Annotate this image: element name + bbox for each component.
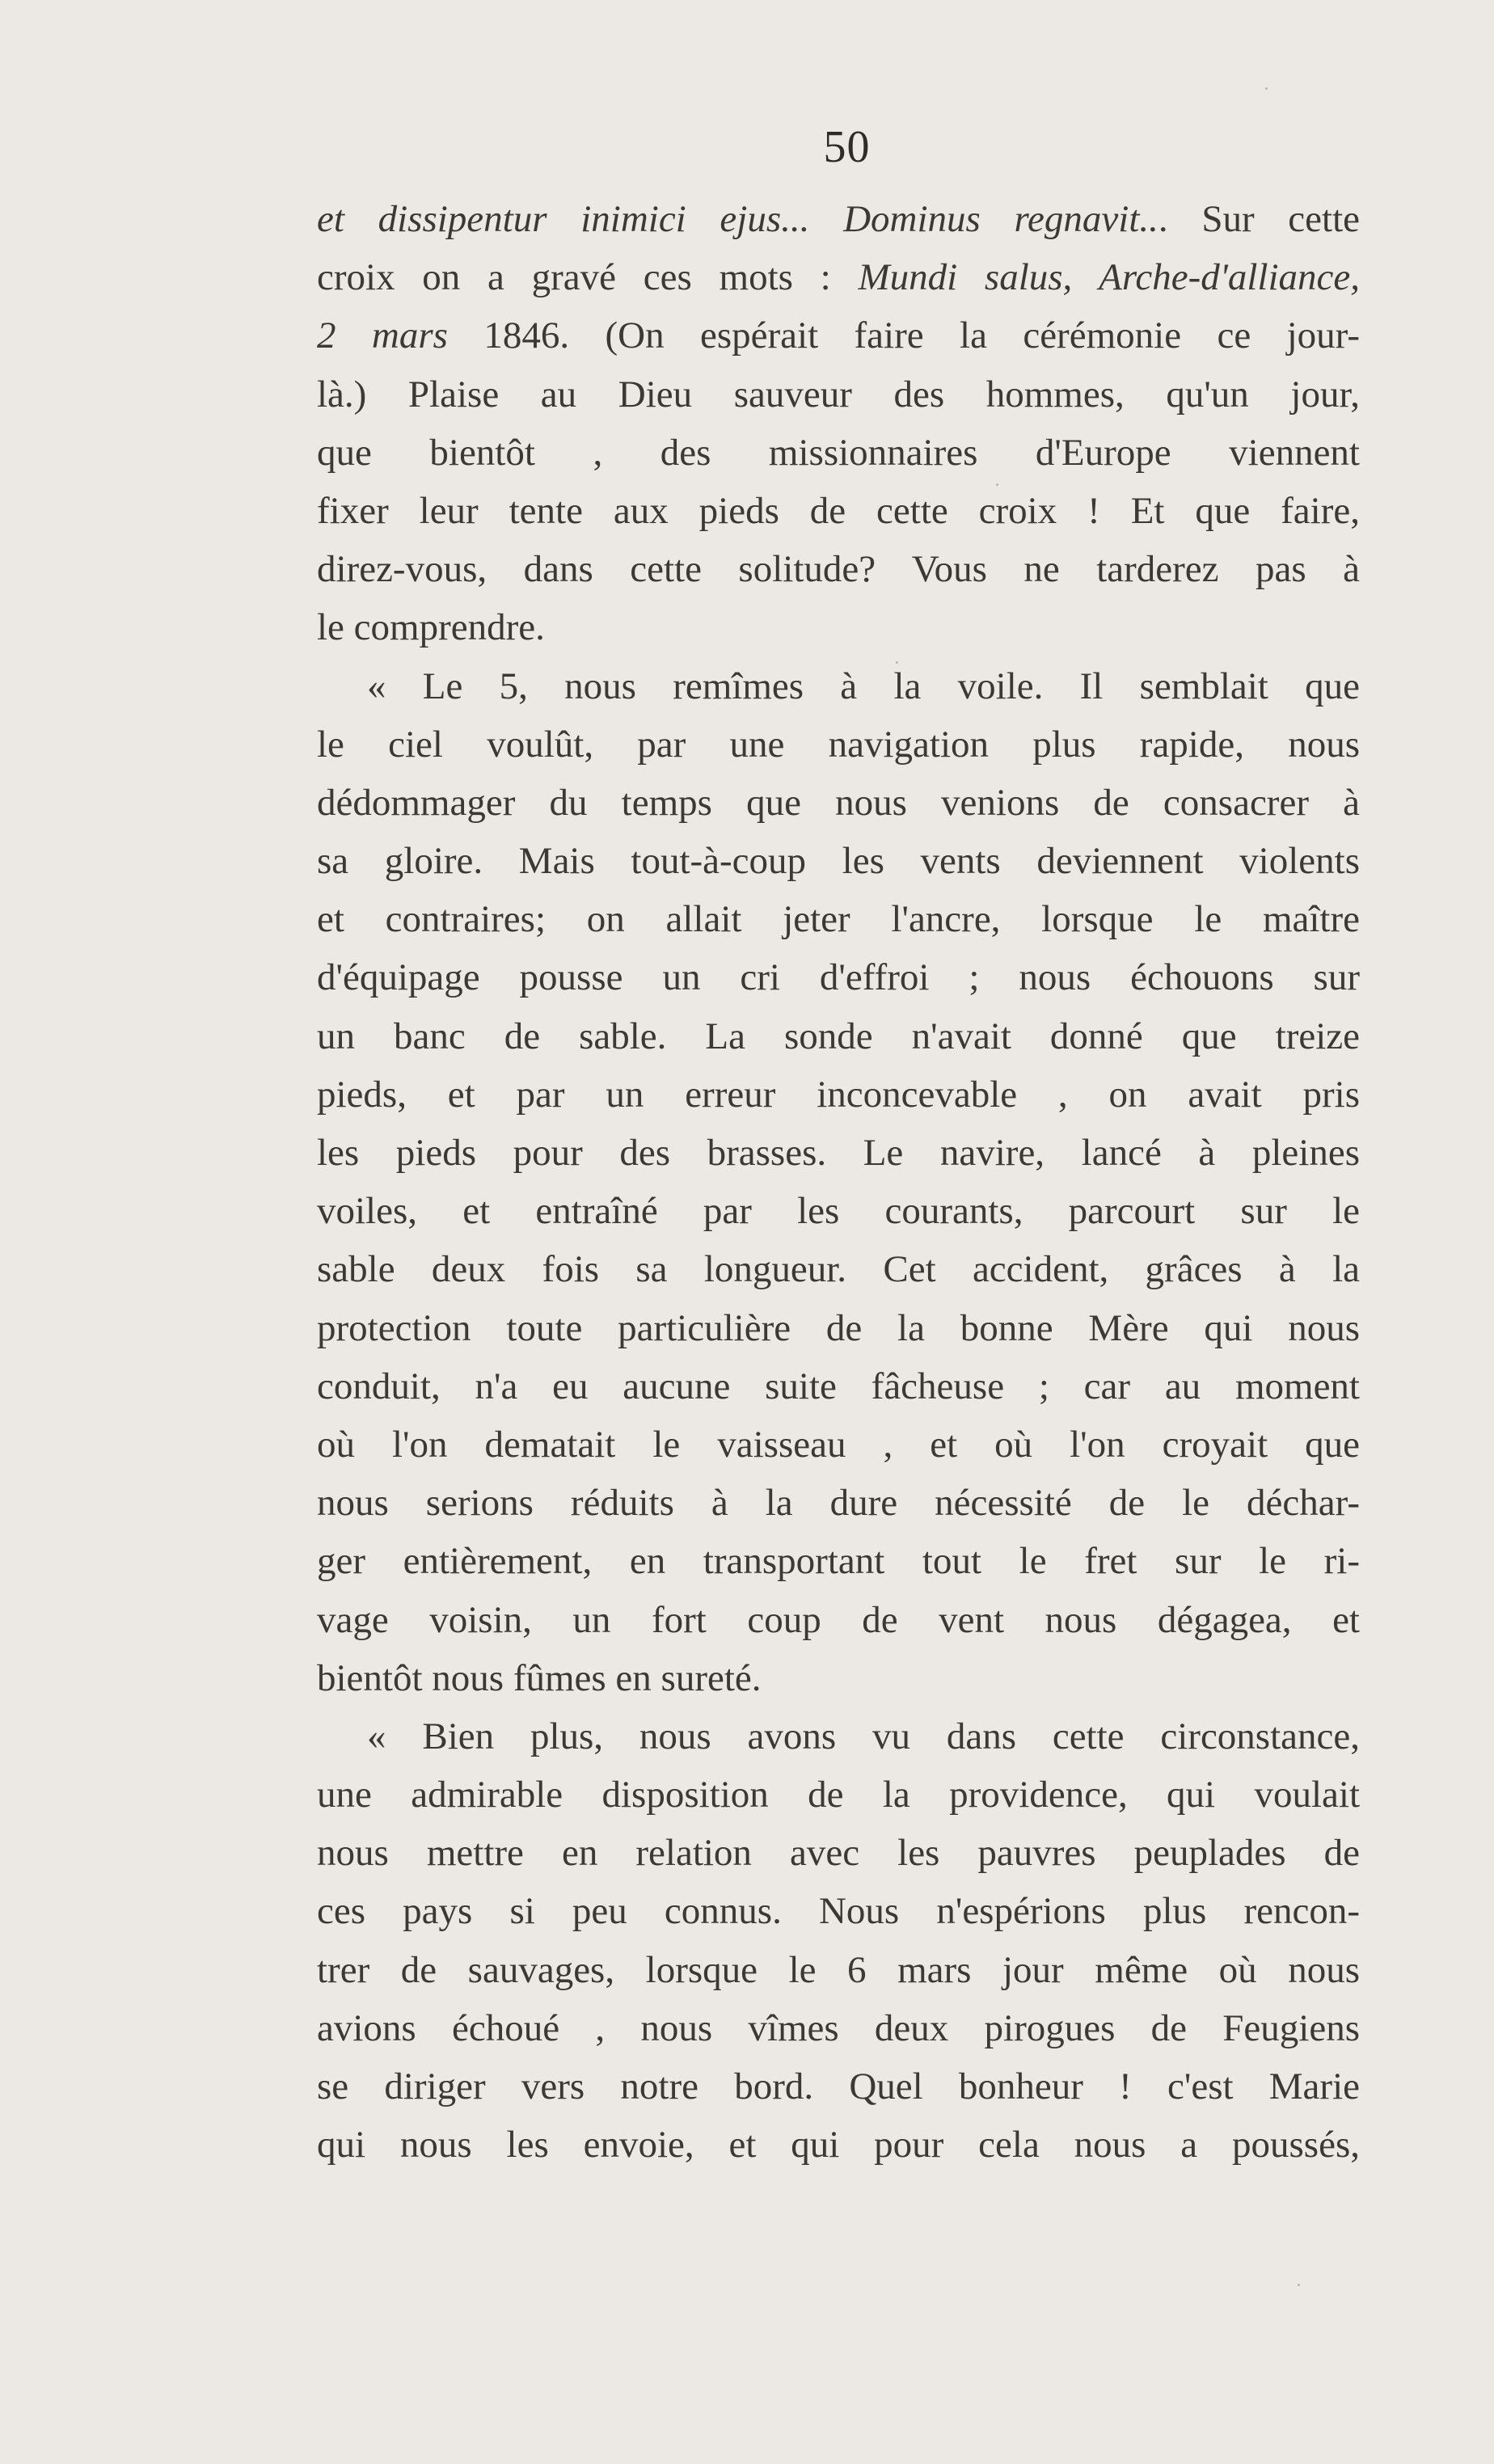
text-line: là.) Plaise au Dieu sauveur des hommes, qu'un jour,	[317, 373, 1360, 416]
text-line: nous mettre en relation avec les pauvres peuplades de	[317, 1832, 1360, 1875]
paragraph-start-line: « Bien plus, nous avons vu dans cette circonstance,	[367, 1715, 1360, 1757]
paper-speck	[896, 661, 898, 664]
paragraph-end-line: bientôt nous fûmes en sureté.	[317, 1656, 762, 1699]
text-line: ger entièrement, en transportant tout le fret sur le ri-	[317, 1540, 1360, 1583]
date-text: 2 mars	[317, 314, 448, 357]
text-line: protection toute particulière de la bonne Mère qui nous	[317, 1306, 1360, 1349]
paper-speck	[1265, 87, 1268, 90]
text-line: pieds, et par un erreur inconcevable , on avait pris	[317, 1073, 1360, 1116]
page-number: 50	[823, 122, 871, 172]
text-line: dédommager du temps que nous venions de consacrer à	[317, 781, 1360, 824]
text-line: avions échoué , nous vîmes deux pirogues de Feugiens	[317, 2006, 1360, 2049]
text-line: trer de sauvages, lorsque le 6 mars jour même où nous	[317, 1948, 1360, 1991]
text-span: croix on a gravé ces mots :	[317, 256, 859, 299]
inscription-text: Mundi salus, Arche-d'alliance,	[858, 256, 1360, 299]
paper-speck	[996, 483, 998, 486]
text-line: ces pays si peu connus. Nous n'espérions plus rencon-	[317, 1890, 1360, 1933]
text-line: d'équipage pousse un cri d'effroi ; nous échouons sur	[317, 956, 1360, 999]
text-line: se diriger vers notre bord. Quel bonheur ! c'est Marie	[317, 2065, 1360, 2107]
text-line: les pieds pour des brasses. Le navire, lancé à pleines	[317, 1132, 1360, 1174]
text-line	[317, 248, 1360, 306]
text-line: un banc de sable. La sonde n'avait donné que treize	[317, 1015, 1360, 1057]
latin-quote: et dissipentur inimici ejus... Dominus regnavit..	[317, 198, 1158, 240]
text-line: une admirable disposition de la providence, qui voulait	[317, 1774, 1360, 1816]
text-line: vage voisin, un fort coup de vent nous dégagea, et	[317, 1598, 1360, 1641]
text-line: fixer leur tente aux pieds de cette croix ! Et que faire,	[317, 489, 1360, 532]
text-line: nous serions réduits à la dure nécessité de le déchar-	[317, 1482, 1360, 1525]
text-line: conduit, n'a eu aucune suite fâcheuse ; car au moment	[317, 1365, 1360, 1407]
paper-speck	[1298, 2284, 1300, 2286]
text-line	[317, 190, 1360, 248]
text-line: sable deux fois sa longueur. Cet accident, grâces à la	[317, 1248, 1360, 1291]
paragraph-end-line: le comprendre.	[317, 606, 545, 649]
text-line: que bientôt , des missionnaires d'Europe viennent	[317, 431, 1360, 474]
text-line: et contraires; on allait jeter l'ancre, lorsque le maître	[317, 898, 1360, 941]
text-line: voiles, et entraîné par les courants, parcourt sur le	[317, 1190, 1360, 1233]
body-text	[317, 190, 1360, 2174]
text-span: . Sur cette	[1158, 198, 1360, 240]
paragraph-start-line: « Le 5, nous remîmes à la voile. Il semblait que	[367, 665, 1360, 707]
text-line: qui nous les envoie, et qui pour cela nous a poussés,	[317, 2124, 1360, 2167]
text-line	[317, 306, 1360, 365]
text-line: le ciel voulût, par une navigation plus rapide, nous	[317, 723, 1360, 766]
text-line: où l'on dematait le vaisseau , et où l'on croyait que	[317, 1423, 1360, 1466]
text-line: sa gloire. Mais tout-à-coup les vents deviennent violents	[317, 840, 1360, 883]
text-line: direz-vous, dans cette solitude? Vous ne tarderez pas à	[317, 548, 1360, 591]
text-span: 1846. (On espérait faire la cérémonie ce jour-	[447, 314, 1360, 357]
